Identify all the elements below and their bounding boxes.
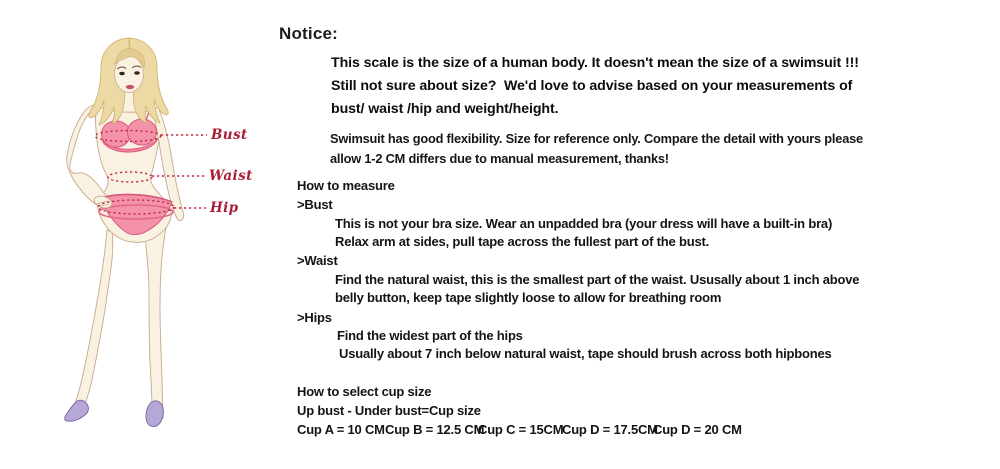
figure-left-leg xyxy=(68,230,113,418)
bust-label: Bust xyxy=(211,127,248,143)
warning-line-2: Still not sure about size? We'd love to advise based on your measurements of xyxy=(331,78,853,94)
how-to-measure-title: How to measure xyxy=(297,178,395,193)
cup-size-a: Cup A = 10 CM xyxy=(297,422,385,437)
cup-size-b: Cup B = 12.5 CM xyxy=(385,422,485,437)
waist-heading: >Waist xyxy=(297,253,338,268)
warning-line-3: bust/ waist /hip and weight/height. xyxy=(331,101,559,117)
bust-instruction-2: Relax arm at sides, pull tape across the fullest part of the bust. xyxy=(335,234,710,249)
warning-line-1: This scale is the size of a human body. It doesn't mean the size of a swimsuit !!! xyxy=(331,55,859,71)
waist-instruction-2: belly button, keep tape slightly loose to allow for breathing room xyxy=(335,290,722,305)
flexibility-line-2: allow 1-2 CM differs due to manual measurement, thanks! xyxy=(330,151,669,166)
hips-heading: >Hips xyxy=(297,310,332,325)
hips-instruction-1: Find the widest part of the hips xyxy=(337,328,523,343)
hip-label: Hip xyxy=(210,200,239,216)
bust-instruction-1: This is not your bra size. Wear an unpadded bra (your dress will have a built-in bra) xyxy=(335,216,833,231)
notice-title: Notice: xyxy=(279,24,339,43)
cup-size-e: Cup D = 20 CM xyxy=(653,422,742,437)
cup-size-formula: Up bust - Under bust=Cup size xyxy=(297,403,481,418)
flexibility-line-1: Swimsuit has good flexibility. Size for reference only. Compare the detail with yours please xyxy=(330,131,863,146)
left-shoe xyxy=(65,400,89,421)
right-shoe xyxy=(146,401,163,427)
cup-size-d: Cup D = 17.5CM xyxy=(562,422,658,437)
cup-size-title: How to select cup size xyxy=(297,384,432,399)
waist-instruction-1: Find the natural waist, this is the smallest part of the waist. Ususally about 1 inch above xyxy=(335,272,860,287)
figure-right-leg xyxy=(145,228,166,419)
bust-heading: >Bust xyxy=(297,197,333,212)
waist-label: Waist xyxy=(209,168,253,184)
hips-instruction-2: Usually about 7 inch below natural waist, tape should brush across both hipbones xyxy=(339,346,832,361)
body-measurement-figure xyxy=(0,0,260,469)
cup-size-c: Cup C = 15CM xyxy=(478,422,564,437)
